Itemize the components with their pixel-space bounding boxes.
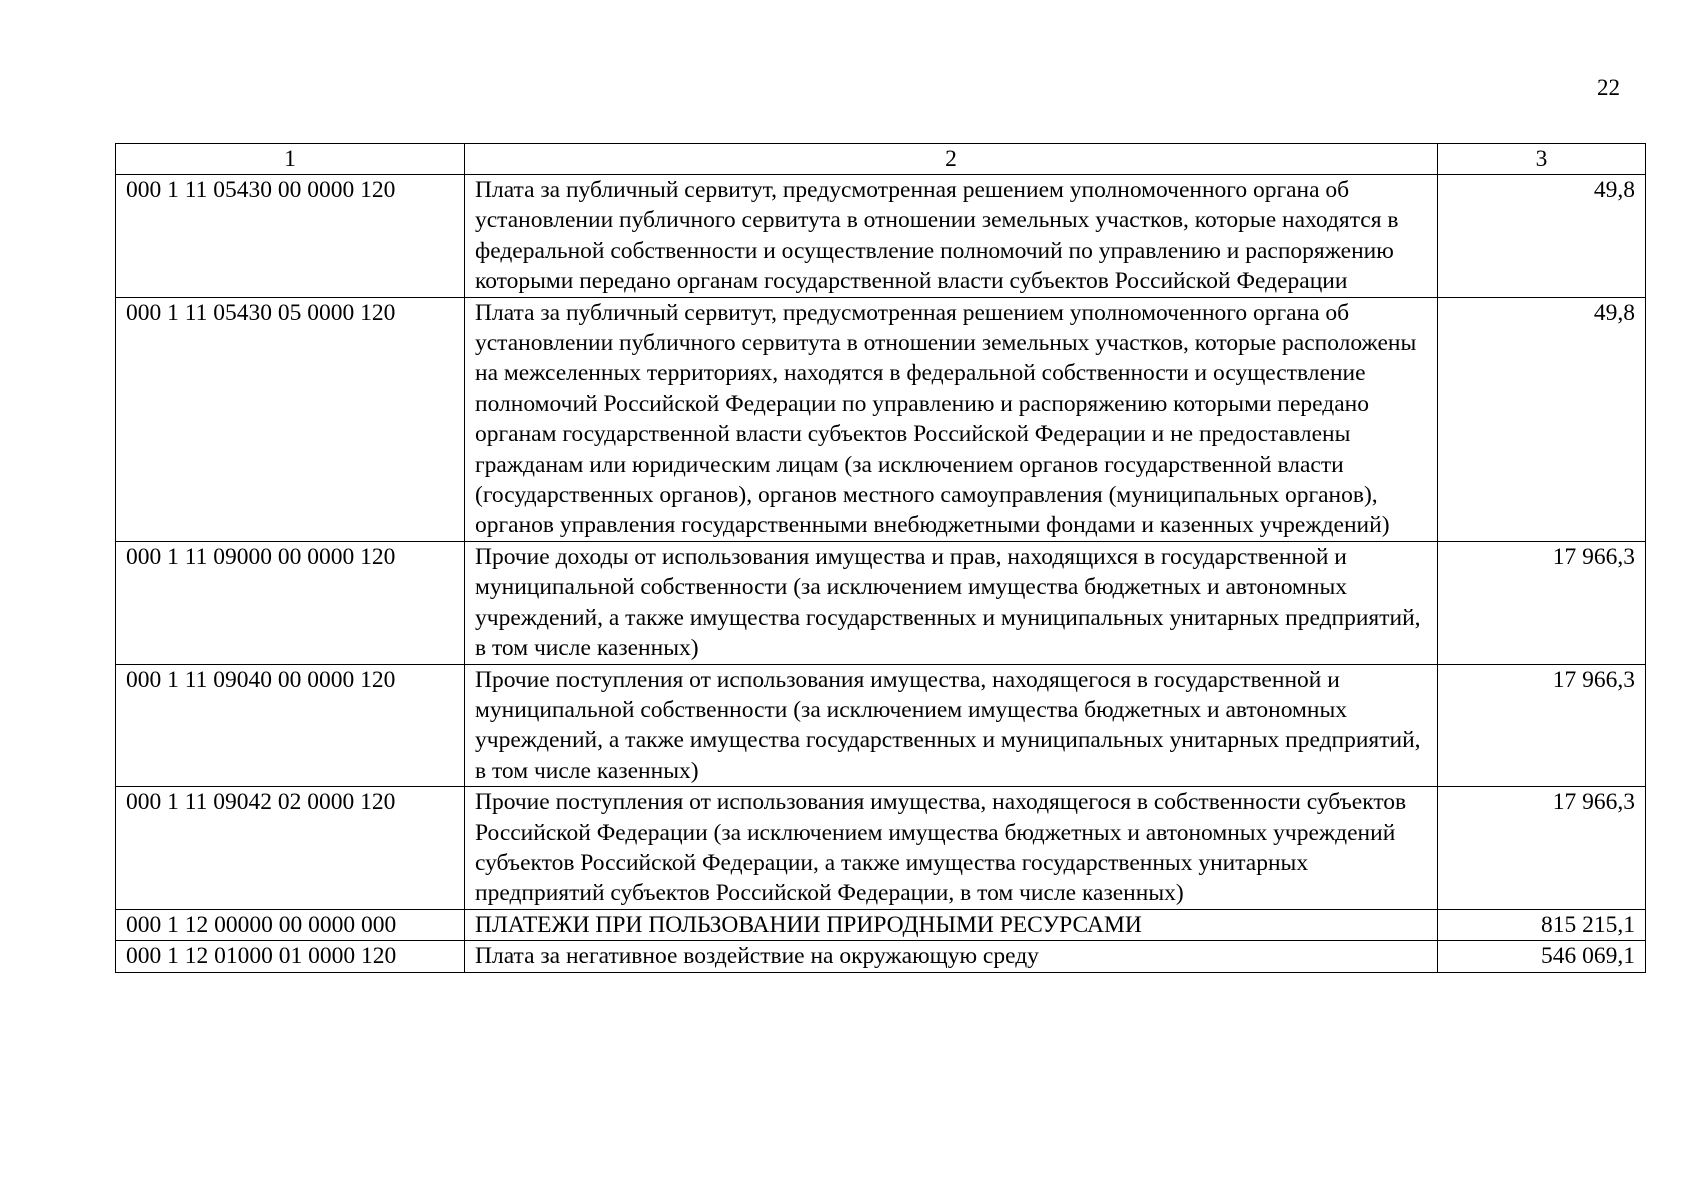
- revenue-amount: 17 966,3: [1438, 664, 1646, 787]
- revenue-amount: 17 966,3: [1438, 787, 1646, 910]
- table-body: [116, 175, 1646, 973]
- budget-code: 000 1 12 00000 00 0000 000: [116, 909, 465, 940]
- revenue-amount: 49,8: [1438, 175, 1646, 298]
- revenue-amount: 49,8: [1438, 297, 1646, 541]
- revenue-amount: 546 069,1: [1438, 941, 1646, 972]
- budget-code: 000 1 12 01000 01 0000 120: [116, 941, 465, 972]
- header-row: [116, 144, 1646, 175]
- revenue-description: Плата за публичный сервитут, предусмотренная решением уполномоченного органа об установлении публичного сервитута в отношении земельных участков, которые расположены на межселенных территориях, находятся в федеральной собственности и осуществление полномочий Российской Федерации по управлению и распоряжению которыми передано органам государственной власти субъектов Российской Федерации и не предоставлены гражданам или юридическим лицам (за исключением органов государственной власти (государственных органов), органов местного самоуправления (муниципальных органов), органов управления государственными внебюджетными фондами и казенных учреждений): [465, 297, 1438, 541]
- budget-code: 000 1 11 09042 02 0000 120: [116, 787, 465, 910]
- revenue-description: Плата за негативное воздействие на окружающую среду: [465, 941, 1438, 972]
- table-row: [116, 664, 1646, 787]
- budget-code: 000 1 11 09040 00 0000 120: [116, 664, 465, 787]
- budget-code: 000 1 11 09000 00 0000 120: [116, 541, 465, 664]
- table-row: [116, 941, 1646, 972]
- table-row: [116, 787, 1646, 910]
- table-row: [116, 175, 1646, 298]
- budget-code: 000 1 11 05430 00 0000 120: [116, 175, 465, 298]
- table-row: [116, 909, 1646, 940]
- revenue-description: Прочие доходы от использования имущества и прав, находящихся в государственной и муниципальной собственности (за исключением имущества бюджетных и автономных учреждений, а также имущества государственных и муниципальных унитарных предприятий, в том числе казенных): [465, 541, 1438, 664]
- column-header-3: 3: [1438, 144, 1646, 175]
- table-row: [116, 297, 1646, 541]
- column-header-1: 1: [116, 144, 465, 175]
- table-header: [116, 144, 1646, 175]
- revenue-description: Прочие поступления от использования имущества, находящегося в собственности субъектов Российской Федерации (за исключением имущества бюджетных и автономных учреждений субъектов Российской Федерации, а также имущества государственных унитарных предприятий субъектов Российской Федерации, в том числе казенных): [465, 787, 1438, 910]
- budget-code: 000 1 11 05430 05 0000 120: [116, 297, 465, 541]
- page-number: 22: [1597, 75, 1620, 100]
- revenue-description: Плата за публичный сервитут, предусмотренная решением уполномоченного органа об установлении публичного сервитута в отношении земельных участков, которые находятся в федеральной собственности и осуществление полномочий по управлению и распоряжению которыми передано органам государственной власти субъектов Российской Федерации: [465, 175, 1438, 298]
- column-header-2: 2: [465, 144, 1438, 175]
- revenue-description: Прочие поступления от использования имущества, находящегося в государственной и муниципальной собственности (за исключением имущества бюджетных и автономных учреждений, а также имущества государственных и муниципальных унитарных предприятий, в том числе казенных): [465, 664, 1438, 787]
- revenue-table: [115, 143, 1646, 973]
- table-row: [116, 541, 1646, 664]
- revenue-amount: 815 215,1: [1438, 909, 1646, 940]
- revenue-description: ПЛАТЕЖИ ПРИ ПОЛЬЗОВАНИИ ПРИРОДНЫМИ РЕСУРСАМИ: [465, 909, 1438, 940]
- revenue-amount: 17 966,3: [1438, 541, 1646, 664]
